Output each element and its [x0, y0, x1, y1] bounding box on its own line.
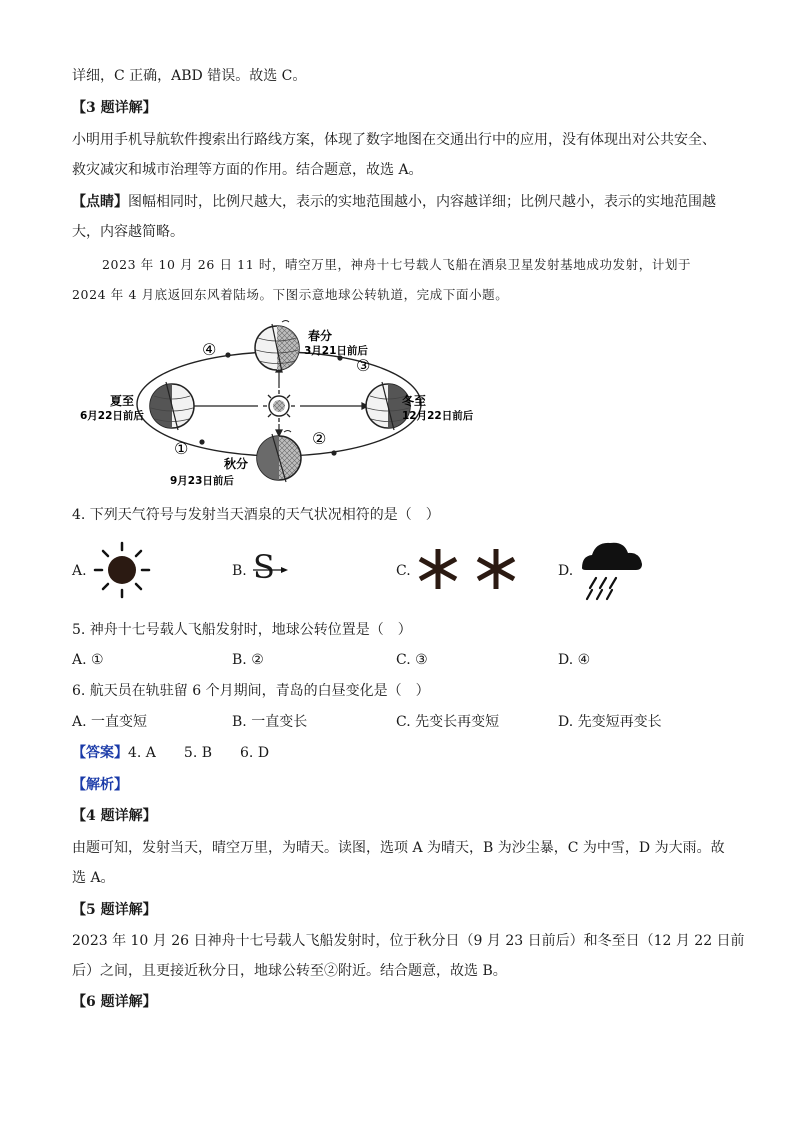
q5-option-b: B. ② [232, 652, 264, 668]
label-summer-date: 6月22日前后 [80, 410, 144, 422]
q5-option-c: C. ③ [396, 652, 428, 668]
label-autumn-equinox: 秋分 [224, 457, 249, 471]
section-heading-q4: 【4 题详解】 [72, 808, 157, 824]
tip-text: 图幅相同时，比例尺越大，表示的实地范围越小，内容越详细；比例尺越小，表示的实地范围越 [128, 194, 716, 210]
q4-option-a-label: A. [72, 563, 87, 579]
answer-text: 4. A 5. B 6. D [128, 745, 270, 761]
earth-spring [255, 321, 299, 373]
sandstorm-symbol: S [253, 548, 275, 586]
question-6-stem: 6. 航天员在轨驻留 6 个月期间，青岛的白昼变化是（ ） [72, 683, 430, 699]
paragraph-text: 救灾减灾和城市治理等方面的作用。结合题意，故选 A。 [72, 162, 423, 178]
paragraph-text: 由题可知，发射当天，晴空万里，为晴天。读图，选项 A 为晴天，B 为沙尘暴，C 为中雪，D 为大雨。故 [72, 840, 725, 856]
q6-option-c: C. 先变长再变短 [396, 714, 500, 730]
position-marker-2: ② [312, 429, 327, 448]
earth-autumn [257, 431, 301, 483]
earth-orbit-diagram [72, 318, 474, 490]
material-intro: 2024 年 4 月底返回东风着陆场。下图示意地球公转轨道，完成下面小题。 [72, 287, 509, 302]
sandstorm-weather-icon [251, 549, 291, 589]
paragraph-text: 后）之间，且更接近秋分日，地球公转至②附近。结合题意，故选 B。 [72, 963, 507, 979]
section-heading-q5: 【5 题详解】 [72, 902, 157, 918]
label-winter-date: 12月22日前后 [402, 410, 474, 422]
section-heading-q3: 【3 题详解】 [72, 100, 157, 116]
tip-paragraph [72, 192, 716, 212]
sunny-weather-icon [90, 540, 154, 600]
label-summer-solstice: 夏至 [110, 394, 135, 408]
paragraph-text: 选 A。 [72, 870, 115, 886]
q4-option-b-label: B. [232, 563, 247, 579]
q6-option-b: B. 一直变长 [232, 714, 308, 730]
tip-label: 【点睛】 [72, 194, 128, 210]
label-spring-date: 3月21日前后 [304, 345, 368, 357]
q4-option-c-label: C. [396, 563, 411, 579]
position-marker-3: ③ [356, 356, 371, 375]
q6-option-d: D. 先变短再变长 [558, 714, 662, 730]
q4-option-d-label: D. [558, 563, 574, 579]
paragraph-text: 大，内容越简略。 [72, 224, 184, 240]
section-heading-q6: 【6 题详解】 [72, 994, 157, 1010]
paragraph-text: 小明用手机导航软件搜索出行路线方案，体现了数字地图在交通出行中的应用，没有体现出对公共安全、 [72, 132, 716, 148]
paragraph-text: 2023 年 10 月 26 日神舟十七号载人飞船发射时，位于秋分日（9 月 23 日前后）和冬至日（12 月 22 日前 [72, 933, 745, 949]
label-autumn-date: 9月23日前后 [170, 475, 234, 487]
question-5-stem: 5. 神舟十七号载人飞船发射时，地球公转位置是（ ） [72, 622, 412, 638]
label-winter-solstice: 冬至 [402, 394, 427, 408]
material-intro: 2023 年 10 月 26 日 11 时，晴空万里，神舟十七号载人飞船在酒泉卫星发射基地成功发射，计划于 [102, 257, 692, 272]
q5-option-d: D. ④ [558, 652, 591, 668]
position-marker-4: ④ [202, 340, 217, 359]
paragraph-text: 详细，C 正确，ABD 错误。故选 C。 [72, 68, 307, 84]
analysis-label: 【解析】 [72, 777, 128, 793]
label-spring-equinox: 春分 [308, 329, 333, 343]
sun-icon [263, 390, 295, 422]
snow-weather-icon [414, 546, 524, 592]
answer-label: 【答案】 [72, 745, 128, 761]
q5-option-a: A. ① [72, 652, 104, 668]
question-4-stem: 4. 下列天气符号与发射当天酒泉的天气状况相符的是（ ） [72, 507, 440, 523]
heavy-rain-weather-icon [576, 536, 646, 604]
q6-option-a: A. 一直变短 [72, 714, 148, 730]
earth-summer [150, 382, 194, 430]
position-marker-1: ① [174, 439, 189, 458]
answer-line [72, 743, 269, 763]
